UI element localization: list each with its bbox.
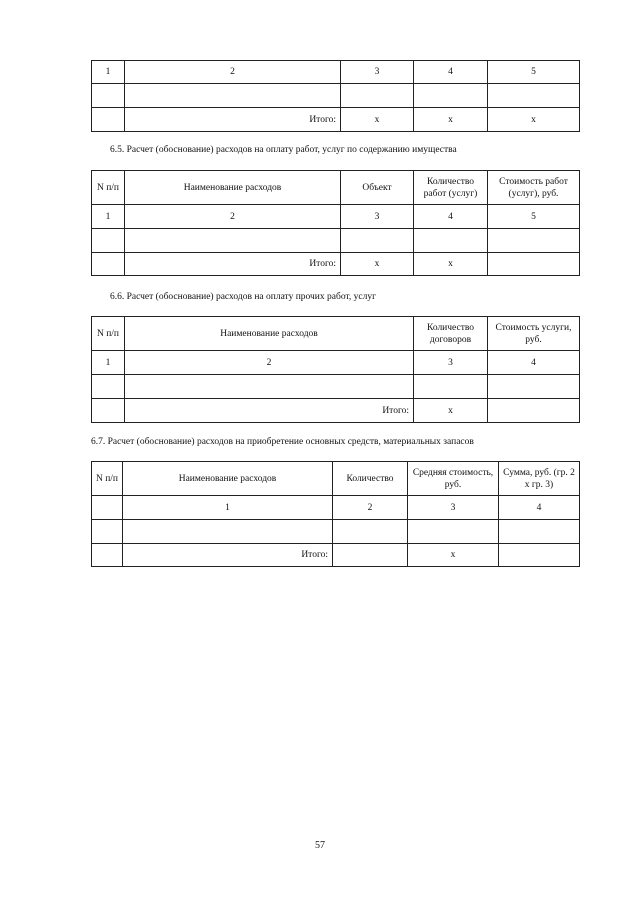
table-row-total	[92, 108, 580, 132]
table-cell	[488, 399, 580, 423]
column-header: N п/п	[92, 317, 125, 351]
column-header: Средняя стоимость, руб.	[408, 462, 499, 496]
page-number: 57	[315, 840, 325, 851]
column-header: Наименование расходов	[123, 462, 333, 496]
table-cell	[414, 229, 488, 253]
table-cell: x	[341, 108, 414, 132]
table-cell: 3	[341, 61, 414, 84]
table-header-row	[92, 462, 580, 496]
table-cell	[333, 544, 408, 567]
table-cell: x	[414, 253, 488, 276]
table-cell: 1	[92, 205, 125, 229]
table-cell	[92, 253, 125, 276]
table-row	[92, 229, 580, 253]
table-cell	[92, 399, 125, 423]
table-cell: 3	[341, 205, 414, 229]
column-header: Количество работ (услуг)	[414, 171, 488, 205]
table-cell: 5	[488, 205, 580, 229]
table-cell: x	[414, 399, 488, 423]
table-6-7	[91, 461, 580, 567]
total-label: Итого:	[123, 544, 333, 567]
table-cell	[125, 375, 414, 399]
table-row-total	[92, 399, 580, 423]
column-header: Сумма, руб. (гр. 2 x гр. 3)	[499, 462, 580, 496]
section-heading-6-6: 6.6. Расчет (обоснование) расходов на оплату прочих работ, услуг	[110, 292, 376, 302]
column-header: Стоимость работ (услуг), руб.	[488, 171, 580, 205]
column-header: Объект	[341, 171, 414, 205]
table-row	[92, 84, 580, 108]
table-cell	[92, 520, 123, 544]
table-cell	[488, 375, 580, 399]
column-header: Наименование расходов	[125, 171, 341, 205]
table-row	[92, 351, 580, 375]
table-cell	[92, 496, 123, 520]
table-cell: 4	[499, 496, 580, 520]
table-cell: 1	[123, 496, 333, 520]
table-row	[92, 205, 580, 229]
table-row	[92, 520, 580, 544]
table-cell: 5	[488, 61, 580, 84]
table-header-row	[92, 317, 580, 351]
table-cell	[125, 229, 341, 253]
table-cell: x	[414, 108, 488, 132]
table-cell	[488, 229, 580, 253]
column-header: N п/п	[92, 171, 125, 205]
total-label: Итого:	[125, 108, 341, 132]
table-top-continuation	[91, 60, 580, 132]
table-cell	[414, 84, 488, 108]
table-cell	[341, 84, 414, 108]
total-label: Итого:	[125, 253, 341, 276]
table-cell: 2	[333, 496, 408, 520]
table-cell	[408, 520, 499, 544]
table-cell: 2	[125, 205, 341, 229]
table-row	[92, 61, 580, 84]
section-heading-6-5: 6.5. Расчет (обоснование) расходов на оплату работ, услуг по содержанию имущества	[110, 145, 457, 155]
table-cell	[92, 84, 125, 108]
table-cell: 4	[414, 61, 488, 84]
table-cell: x	[488, 108, 580, 132]
table-cell	[488, 253, 580, 276]
table-row-total	[92, 544, 580, 567]
table-cell	[125, 84, 341, 108]
table-cell	[123, 520, 333, 544]
table-header-row	[92, 171, 580, 205]
column-header: Стоимость услуги, руб.	[488, 317, 580, 351]
table-cell: 1	[92, 351, 125, 375]
table-row	[92, 375, 580, 399]
column-header: Наименование расходов	[125, 317, 414, 351]
table-cell	[414, 375, 488, 399]
table-cell: 4	[414, 205, 488, 229]
table-cell	[341, 229, 414, 253]
table-row-total	[92, 253, 580, 276]
table-cell: x	[408, 544, 499, 567]
table-cell	[92, 544, 123, 567]
section-heading-6-7: 6.7. Расчет (обоснование) расходов на приобретение основных средств, материальных запасов	[91, 437, 474, 447]
table-cell	[92, 229, 125, 253]
table-cell	[499, 544, 580, 567]
table-cell: 4	[488, 351, 580, 375]
table-6-6	[91, 316, 580, 423]
table-row	[92, 496, 580, 520]
table-cell	[333, 520, 408, 544]
table-cell: 3	[414, 351, 488, 375]
table-cell: 2	[125, 61, 341, 84]
table-cell	[92, 375, 125, 399]
column-header: N п/п	[92, 462, 123, 496]
table-6-5	[91, 170, 580, 276]
total-label: Итого:	[125, 399, 414, 423]
column-header: Количество	[333, 462, 408, 496]
table-cell: 3	[408, 496, 499, 520]
table-cell: 1	[92, 61, 125, 84]
table-cell	[499, 520, 580, 544]
table-cell	[92, 108, 125, 132]
table-cell	[488, 84, 580, 108]
table-cell: 2	[125, 351, 414, 375]
column-header: Количество договоров	[414, 317, 488, 351]
table-cell: x	[341, 253, 414, 276]
